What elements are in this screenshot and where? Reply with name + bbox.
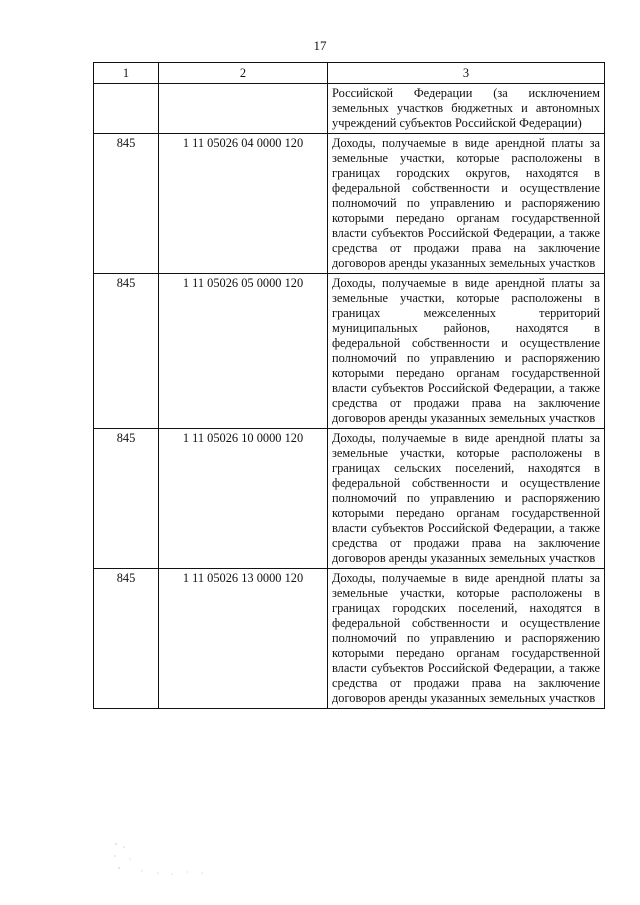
- admin-code: 845: [116, 276, 136, 290]
- empty-cell: [94, 84, 159, 134]
- empty-cell: [159, 84, 328, 134]
- revenue-description: Доходы, получаемые в виде арендной платы за земельные участки, которые расположены в границах сельских поселений, находятся в федеральной собственности и осуществление полномочий по управлению и распоряжению которыми передано органам государственной власти субъектов Российской Федерации, а также средства от продажи права на заключение договоров аренды указанных земельных участков: [328, 429, 605, 569]
- table-header-row: [94, 63, 605, 84]
- budget-classification-code: 1 11 05026 05 0000 120: [182, 276, 304, 290]
- revenue-description: Доходы, получаемые в виде арендной платы за земельные участки, которые расположены в границах городских поселений, находятся в федеральной собственности и осуществление полномочий по управлению и распоряжению которыми передано органам государственной власти субъектов Российской Федерации, а также средства от продажи права на заключение договоров аренды указанных земельных участков: [328, 569, 605, 709]
- scan-noise-marks: [112, 838, 232, 888]
- admin-code: 845: [116, 136, 136, 150]
- revenue-description: Доходы, получаемые в виде арендной платы за земельные участки, которые расположены в границах городских округов, находятся в федеральной собственности и осуществление полномочий по управлению и распоряжению которыми передано органам государственной власти субъектов Российской Федерации, а также средства от продажи права на заключение договоров аренды указанных земельных участков: [328, 134, 605, 274]
- column-header-3: 3: [328, 63, 605, 84]
- table-row: [94, 134, 605, 274]
- table-row: [94, 274, 605, 429]
- page-number: 17: [313, 38, 327, 53]
- continuation-row: [94, 84, 605, 134]
- continuation-text: Российской Федерации (за исключением земельных участков бюджетных и автономных учреждений субъектов Российской Федерации): [328, 84, 605, 134]
- column-header-1: 1: [94, 63, 159, 84]
- revenue-codes-table: [93, 62, 605, 709]
- budget-classification-code: 1 11 05026 13 0000 120: [182, 571, 304, 585]
- admin-code: 845: [116, 431, 136, 445]
- budget-classification-code: 1 11 05026 04 0000 120: [182, 136, 304, 150]
- table-row: [94, 569, 605, 709]
- table-row: [94, 429, 605, 569]
- budget-classification-code: 1 11 05026 10 0000 120: [182, 431, 304, 445]
- admin-code: 845: [116, 571, 136, 585]
- revenue-description: Доходы, получаемые в виде арендной платы за земельные участки, которые расположены в границах межселенных территорий муниципальных районов, находятся в федеральной собственности и осуществление полномочий по управлению и распоряжению которыми передано органам государственной власти субъектов Российской Федерации, а также средства от продажи права на заключение договоров аренды указанных земельных участков: [328, 274, 605, 429]
- column-header-2: 2: [159, 63, 328, 84]
